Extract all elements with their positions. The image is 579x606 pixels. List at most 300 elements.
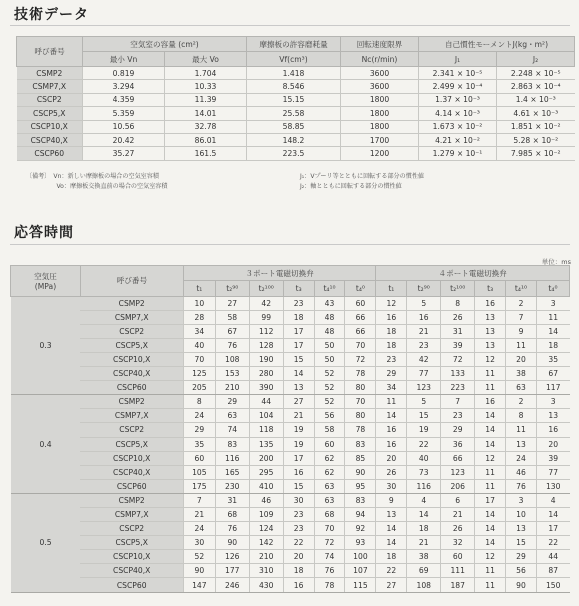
cell-j2: 1.851 × 10⁻² [497, 120, 575, 133]
table-row [11, 508, 570, 522]
cell-time: 16 [536, 423, 569, 437]
cell-time: 12 [475, 352, 506, 366]
cell-time: 9 [376, 493, 407, 507]
cell-nc: 3600 [341, 80, 419, 93]
cell-model: CSCP60 [80, 381, 183, 395]
cell-time: 3 [536, 395, 569, 409]
notes-left [26, 172, 168, 192]
cell-time: 83 [345, 493, 376, 507]
cell-vf: 1.418 [247, 67, 341, 80]
table-row [11, 564, 570, 578]
cell-j1: 2.341 × 10⁻⁵ [419, 67, 497, 80]
cell-j1: 1.279 × 10⁻¹ [419, 147, 497, 160]
table-row [17, 80, 575, 93]
cell-time: 12 [376, 296, 407, 310]
cell-time: 52 [314, 381, 345, 395]
cell-time: 280 [249, 367, 283, 381]
cell-time: 104 [249, 409, 283, 423]
cell-time: 66 [441, 451, 475, 465]
cell-time: 52 [314, 395, 345, 409]
cell-time: 74 [215, 423, 249, 437]
cell-j1: 1.673 × 10⁻² [419, 120, 497, 133]
cell-time: 52 [314, 367, 345, 381]
cell-time: 58 [314, 423, 345, 437]
cell-time: 17 [283, 451, 314, 465]
cell-time: 93 [345, 536, 376, 550]
table-row [11, 352, 570, 366]
cell-vn: 10.56 [83, 120, 165, 133]
cell-time: 58 [215, 310, 249, 324]
cell-j2: 2.248 × 10⁻⁵ [497, 67, 575, 80]
cell-time: 4 [407, 493, 441, 507]
cell-time: 67 [536, 367, 569, 381]
cell-j2: 5.28 × 10⁻² [497, 133, 575, 146]
cell-time: 72 [314, 536, 345, 550]
cell-j2: 7.985 × 10⁻² [497, 147, 575, 160]
cell-vf: 8.546 [247, 80, 341, 93]
cell-time: 78 [314, 578, 345, 592]
cell-time: 14 [407, 508, 441, 522]
cell-time: 11 [475, 564, 506, 578]
cell-model: CSCP2 [80, 423, 183, 437]
cell-time: 108 [407, 578, 441, 592]
cell-time: 24 [183, 409, 215, 423]
cell-time: 20 [376, 451, 407, 465]
cell-time: 17 [283, 324, 314, 338]
cell-time: 16 [376, 437, 407, 451]
cell-time: 14 [376, 409, 407, 423]
cell-time: 36 [441, 437, 475, 451]
cell-time: 230 [215, 479, 249, 493]
cell-j2: 2.863 × 10⁻⁴ [497, 80, 575, 93]
cell-time: 30 [283, 493, 314, 507]
cell-model: CSCP5,X [80, 338, 183, 352]
cell-time: 28 [183, 310, 215, 324]
header-time-col: t₁ [376, 281, 407, 296]
cell-time: 35 [183, 437, 215, 451]
cell-time: 14 [283, 367, 314, 381]
cell-model: CSCP10,X [80, 451, 183, 465]
cell-pressure: 0.4 [11, 395, 81, 494]
table-row [11, 536, 570, 550]
cell-model: CSMP2 [17, 67, 83, 80]
cell-vn: 20.42 [83, 133, 165, 146]
header-time-col: t₂¹⁰⁰ [249, 281, 283, 296]
cell-time: 48 [314, 310, 345, 324]
cell-time: 27 [215, 296, 249, 310]
cell-time: 74 [314, 550, 345, 564]
cell-vo: 1.704 [165, 67, 247, 80]
table-row [11, 338, 570, 352]
cell-time: 30 [183, 536, 215, 550]
table-row [11, 578, 570, 592]
cell-time: 21 [407, 536, 441, 550]
cell-time: 107 [345, 564, 376, 578]
cell-time: 26 [441, 310, 475, 324]
cell-time: 29 [506, 550, 537, 564]
cell-time: 42 [249, 296, 283, 310]
table-row [11, 465, 570, 479]
cell-time: 60 [314, 437, 345, 451]
header-time-col: t₂⁹⁰ [215, 281, 249, 296]
tech-data-title: 技術データ [14, 7, 89, 23]
cell-time: 18 [536, 338, 569, 352]
cell-time: 34 [376, 381, 407, 395]
table-row [11, 550, 570, 564]
header-pressure-label: 空気圧 [34, 271, 57, 281]
cell-model: CSCP2 [17, 93, 83, 106]
cell-time: 177 [215, 564, 249, 578]
cell-time: 24 [506, 451, 537, 465]
cell-time: 14 [475, 409, 506, 423]
header-time-col: t₁ [183, 281, 215, 296]
cell-time: 108 [215, 352, 249, 366]
cell-time: 34 [183, 324, 215, 338]
cell-time: 38 [407, 550, 441, 564]
cell-model: CSMP2 [80, 395, 183, 409]
cell-nc: 1800 [341, 93, 419, 106]
cell-time: 16 [407, 310, 441, 324]
note-line: J₂：軸とともに回転する部分の慣性値 [300, 183, 402, 190]
cell-time: 430 [249, 578, 283, 592]
cell-time: 60 [441, 550, 475, 564]
cell-time: 22 [407, 437, 441, 451]
table-row [11, 367, 570, 381]
cell-time: 17 [283, 338, 314, 352]
cell-time: 62 [314, 451, 345, 465]
cell-time: 205 [183, 381, 215, 395]
cell-time: 13 [475, 310, 506, 324]
cell-time: 27 [283, 395, 314, 409]
cell-time: 19 [407, 423, 441, 437]
header-3port: ３ポート電磁切換弁 [183, 266, 375, 281]
cell-vn: 0.819 [83, 67, 165, 80]
cell-time: 295 [249, 465, 283, 479]
response-time-table [10, 265, 570, 593]
cell-time: 7 [506, 310, 537, 324]
cell-time: 116 [215, 451, 249, 465]
cell-j2: 1.4 × 10⁻³ [497, 93, 575, 106]
cell-time: 35 [536, 352, 569, 366]
cell-time: 18 [376, 324, 407, 338]
cell-model: CSCP40,X [80, 564, 183, 578]
cell-time: 72 [345, 352, 376, 366]
cell-time: 12 [475, 451, 506, 465]
cell-time: 38 [506, 367, 537, 381]
table-row [11, 451, 570, 465]
header-pressure-unit: (MPa) [34, 281, 57, 291]
header-vol-min: 最小 Vn [83, 52, 165, 67]
cell-time: 21 [183, 508, 215, 522]
cell-time: 63 [506, 381, 537, 395]
cell-vo: 32.78 [165, 120, 247, 133]
cell-time: 15 [283, 479, 314, 493]
cell-time: 70 [314, 522, 345, 536]
cell-time: 310 [249, 564, 283, 578]
cell-time: 12 [475, 550, 506, 564]
cell-time: 23 [407, 338, 441, 352]
cell-time: 6 [441, 493, 475, 507]
cell-time: 19 [283, 423, 314, 437]
cell-time: 90 [506, 578, 537, 592]
cell-nc: 1200 [341, 147, 419, 160]
cell-time: 100 [345, 550, 376, 564]
table-row [11, 296, 570, 310]
cell-time: 92 [345, 522, 376, 536]
cell-time: 18 [376, 550, 407, 564]
cell-time: 90 [215, 536, 249, 550]
cell-time: 14 [536, 324, 569, 338]
header-wear-unit: Vf(cm³) [247, 52, 341, 67]
cell-vf: 58.85 [247, 120, 341, 133]
cell-time: 17 [475, 493, 506, 507]
cell-time: 94 [345, 508, 376, 522]
cell-time: 44 [536, 550, 569, 564]
cell-time: 72 [441, 352, 475, 366]
cell-time: 23 [283, 522, 314, 536]
cell-time: 29 [376, 367, 407, 381]
cell-time: 187 [441, 578, 475, 592]
cell-time: 111 [441, 564, 475, 578]
note-line: J₁：Vプーリ等とともに回転する部分の慣性値 [300, 173, 425, 180]
title-divider [10, 25, 570, 26]
table-row [17, 93, 575, 106]
cell-time: 2 [506, 395, 537, 409]
cell-time: 18 [283, 310, 314, 324]
table-row [17, 133, 575, 146]
cell-pressure: 0.5 [11, 493, 81, 592]
cell-model: CSCP40,X [17, 133, 83, 146]
cell-time: 26 [376, 465, 407, 479]
cell-time: 76 [215, 338, 249, 352]
cell-time: 5 [407, 296, 441, 310]
table-row [11, 310, 570, 324]
cell-vn: 5.359 [83, 107, 165, 120]
cell-time: 70 [183, 352, 215, 366]
table-row [17, 107, 575, 120]
tech-data-table [16, 36, 575, 161]
cell-time: 16 [475, 395, 506, 409]
cell-time: 18 [376, 338, 407, 352]
cell-time: 50 [314, 352, 345, 366]
header-time-col: t₄⁰ [345, 281, 376, 296]
cell-time: 13 [536, 409, 569, 423]
cell-time: 200 [249, 451, 283, 465]
cell-time: 80 [345, 409, 376, 423]
cell-time: 60 [183, 451, 215, 465]
cell-model: CSCP2 [80, 522, 183, 536]
header-4port: ４ポート電磁切換弁 [376, 266, 570, 281]
cell-j2: 4.61 × 10⁻³ [497, 107, 575, 120]
cell-time: 14 [376, 536, 407, 550]
table-row [11, 493, 570, 507]
cell-pressure: 0.3 [11, 296, 81, 395]
cell-time: 410 [249, 479, 283, 493]
cell-time: 112 [249, 324, 283, 338]
cell-time: 60 [345, 296, 376, 310]
cell-model: CSCP5,X [17, 107, 83, 120]
header-time-col: t₂¹⁰⁰ [441, 281, 475, 296]
cell-vn: 3.294 [83, 80, 165, 93]
cell-time: 16 [475, 296, 506, 310]
cell-vf: 25.58 [247, 107, 341, 120]
note-line: 〔備考〕 Vn：新しい摩擦板の場合の空気室容積 [26, 173, 159, 180]
cell-nc: 3600 [341, 67, 419, 80]
cell-time: 76 [215, 522, 249, 536]
cell-time: 21 [441, 508, 475, 522]
cell-time: 31 [441, 324, 475, 338]
table-row [17, 120, 575, 133]
cell-time: 90 [183, 564, 215, 578]
cell-model: CSMP7,X [80, 508, 183, 522]
cell-time: 48 [314, 324, 345, 338]
header-model: 呼び番号 [17, 37, 83, 67]
cell-time: 73 [407, 465, 441, 479]
cell-time: 20 [506, 352, 537, 366]
cell-time: 8 [441, 296, 475, 310]
cell-time: 11 [475, 578, 506, 592]
cell-vn: 4.359 [83, 93, 165, 106]
header-model: 呼び番号 [80, 266, 183, 297]
cell-time: 62 [314, 465, 345, 479]
cell-time: 210 [249, 550, 283, 564]
cell-vf: 148.2 [247, 133, 341, 146]
cell-time: 66 [345, 324, 376, 338]
cell-time: 40 [183, 338, 215, 352]
cell-time: 23 [283, 508, 314, 522]
cell-model: CSCP10,X [80, 352, 183, 366]
title-divider [10, 244, 570, 245]
cell-time: 30 [376, 479, 407, 493]
cell-model: CSMP7,X [17, 80, 83, 93]
cell-time: 8 [183, 395, 215, 409]
cell-nc: 1700 [341, 133, 419, 146]
cell-time: 11 [506, 423, 537, 437]
table-row [11, 409, 570, 423]
cell-time: 125 [183, 367, 215, 381]
cell-time: 109 [249, 508, 283, 522]
cell-time: 150 [536, 578, 569, 592]
table-row [11, 395, 570, 409]
cell-j1: 4.21 × 10⁻² [419, 133, 497, 146]
cell-time: 105 [183, 465, 215, 479]
table-row [11, 324, 570, 338]
cell-time: 11 [475, 367, 506, 381]
cell-vo: 14.01 [165, 107, 247, 120]
cell-vo: 86.01 [165, 133, 247, 146]
cell-time: 14 [475, 437, 506, 451]
cell-nc: 1800 [341, 120, 419, 133]
cell-time: 76 [314, 564, 345, 578]
cell-model: CSCP40,X [80, 367, 183, 381]
table-row [11, 437, 570, 451]
cell-time: 32 [441, 536, 475, 550]
cell-model: CSMP2 [80, 296, 183, 310]
cell-time: 68 [215, 508, 249, 522]
cell-time: 2 [506, 296, 537, 310]
cell-vf: 223.5 [247, 147, 341, 160]
cell-time: 77 [407, 367, 441, 381]
cell-time: 165 [215, 465, 249, 479]
cell-time: 117 [536, 381, 569, 395]
cell-time: 14 [475, 536, 506, 550]
cell-time: 11 [536, 310, 569, 324]
cell-model: CSMP2 [80, 493, 183, 507]
cell-time: 13 [506, 522, 537, 536]
cell-time: 63 [314, 493, 345, 507]
cell-time: 78 [345, 367, 376, 381]
table-row [11, 423, 570, 437]
cell-time: 21 [407, 324, 441, 338]
cell-time: 142 [249, 536, 283, 550]
cell-time: 42 [407, 352, 441, 366]
cell-time: 14 [475, 522, 506, 536]
cell-time: 16 [376, 423, 407, 437]
cell-time: 153 [215, 367, 249, 381]
cell-vo: 11.39 [165, 93, 247, 106]
cell-time: 14 [475, 508, 506, 522]
header-speed: 回転速度限界 [341, 37, 419, 52]
cell-time: 115 [345, 578, 376, 592]
cell-model: CSCP2 [80, 324, 183, 338]
cell-time: 10 [183, 296, 215, 310]
cell-time: 15 [407, 409, 441, 423]
cell-time: 3 [536, 296, 569, 310]
cell-time: 116 [407, 479, 441, 493]
response-time-title: 応答時間 [14, 225, 74, 241]
cell-time: 27 [376, 578, 407, 592]
cell-time: 390 [249, 381, 283, 395]
cell-time: 23 [283, 296, 314, 310]
cell-time: 11 [475, 381, 506, 395]
cell-time: 8 [506, 409, 537, 423]
cell-time: 206 [441, 479, 475, 493]
unit-label: 単位：ms [541, 258, 571, 266]
cell-time: 63 [215, 409, 249, 423]
cell-vo: 161.5 [165, 147, 247, 160]
cell-time: 124 [249, 522, 283, 536]
cell-model: CSCP60 [80, 479, 183, 493]
cell-time: 7 [183, 493, 215, 507]
cell-time: 9 [506, 324, 537, 338]
cell-model: CSCP40,X [80, 465, 183, 479]
header-speed-unit: Nc(r/min) [341, 52, 419, 67]
cell-time: 77 [536, 465, 569, 479]
cell-time: 66 [345, 310, 376, 324]
cell-time: 46 [249, 493, 283, 507]
cell-time: 22 [376, 564, 407, 578]
cell-time: 11 [506, 338, 537, 352]
cell-model: CSCP10,X [17, 120, 83, 133]
cell-time: 14 [376, 522, 407, 536]
cell-time: 16 [376, 310, 407, 324]
cell-time: 123 [407, 381, 441, 395]
cell-time: 18 [283, 564, 314, 578]
cell-time: 130 [536, 479, 569, 493]
cell-time: 44 [249, 395, 283, 409]
cell-time: 29 [183, 423, 215, 437]
cell-time: 11 [475, 465, 506, 479]
cell-model: CSCP5,X [80, 536, 183, 550]
cell-time: 68 [314, 508, 345, 522]
cell-model: CSMP7,X [80, 310, 183, 324]
cell-j1: 1.37 × 10⁻³ [419, 93, 497, 106]
table-row [17, 67, 575, 80]
cell-time: 126 [215, 550, 249, 564]
cell-time: 52 [183, 550, 215, 564]
cell-time: 63 [314, 479, 345, 493]
cell-time: 23 [376, 352, 407, 366]
